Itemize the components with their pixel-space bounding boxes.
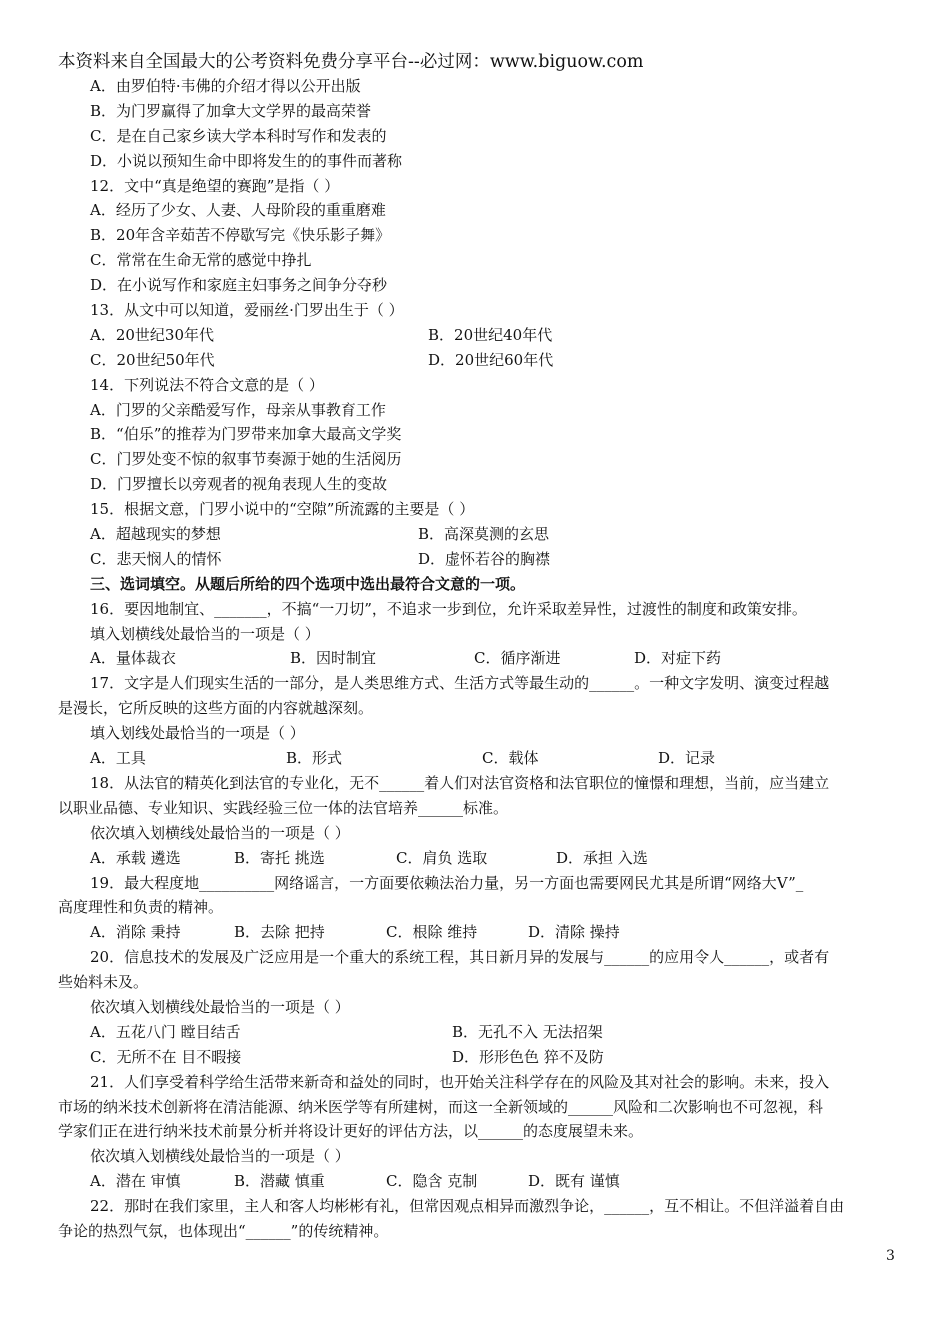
q14-option-b: B．“伯乐”的推荐为门罗带来加拿大最高文学奖 [90, 425, 402, 444]
q12-stem: 12．文中“真是绝望的赛跑”是指（ ） [90, 176, 340, 195]
q19-option-d: D．清除 操持 [528, 923, 620, 942]
q20-options-row2 [58, 1045, 894, 1070]
q20-stem-line1: 20．信息技术的发展及广泛应用是一个重大的系统工程，其日新月异的发展与______的应用令人______，或者有 [90, 948, 830, 967]
q18-option-d: D．承担 入选 [556, 848, 648, 867]
page-header: 本资料来自全国最大的公考资料免费分享平台--必过网：www.biguow.com [58, 52, 644, 72]
q19-option-c: C．根除 维持 [386, 923, 478, 942]
q12-option-b: B．20年含辛茹苦不停歇写完《快乐影子舞》 [90, 226, 391, 245]
q16-option-b: B．因时制宜 [290, 649, 377, 668]
q18-option-b: B．寄托 挑选 [234, 848, 325, 867]
q16-stem: 16．要因地制宜、_______，不搞“一刀切”，不追求一步到位，允许采取差异性，过渡性的制度和政策安排。 [90, 599, 807, 618]
q12-option-c: C．常常在生命无常的感觉中挣扎 [90, 251, 312, 270]
q21-options [58, 1169, 894, 1194]
q19-options [58, 920, 894, 945]
q11-option-b: B．为门罗赢得了加拿大文学界的最高荣誉 [90, 101, 372, 120]
q13-stem: 13．从文中可以知道，爱丽丝·门罗出生于（ ） [90, 301, 404, 320]
q21-stem-line1: 21．人们享受着科学给生活带来新奇和益处的同时，也开始关注科学存在的风险及其对社会的影响。未来，投入 [90, 1072, 830, 1091]
page-number: 3 [886, 1248, 895, 1264]
q15-options-row1 [58, 522, 894, 547]
q21-stem-line2: 市场的纳米技术创新将在清洁能源、纳米医学等有所建树，而这一全新领域的______风险和二次影响也不可忽视，科 [58, 1097, 824, 1116]
q20-option-c: C．无所不在 目不暇接 [90, 1047, 242, 1066]
q13-option-d: D．20世纪60年代 [428, 350, 554, 369]
q18-stem-line1: 18．从法官的精英化到法官的专业化，无不______着人们对法官资格和法官职位的憧憬和理想，当前，应当建立 [90, 773, 830, 792]
q13-option-a: A．20世纪30年代 [90, 325, 215, 344]
q20-option-b: B．无孔不入 无法招架 [452, 1022, 603, 1041]
q20-option-d: D．形形色色 猝不及防 [452, 1047, 604, 1066]
q20-options-row1 [58, 1020, 894, 1045]
q17-options [58, 746, 894, 771]
q21-stem-line3: 学家们正在进行纳米技术前景分析并将设计更好的评估方法，以______的态度展望未来。 [58, 1122, 644, 1141]
q18-stem-line2: 以职业品德、专业知识、实践经验三位一体的法官培养______标准。 [58, 798, 509, 817]
q16-option-d: D．对症下药 [634, 649, 722, 668]
q14-stem: 14．下列说法不符合文意的是（ ） [90, 375, 324, 394]
q17-option-c: C．载体 [482, 749, 539, 768]
q16-option-c: C．循序渐进 [474, 649, 561, 668]
q21-option-d: D．既有 谨慎 [528, 1172, 620, 1191]
q16-prompt: 填入划横线处最恰当的一项是（ ） [90, 624, 320, 643]
q15-stem: 15．根据文意，门罗小说中的“空隙”所流露的主要是（ ） [90, 500, 475, 519]
q16-options [58, 646, 894, 671]
q17-prompt: 填入划线处最恰当的一项是（ ） [90, 724, 305, 743]
q18-prompt: 依次填入划横线处最恰当的一项是（ ） [90, 823, 350, 842]
q21-option-b: B．潜藏 慎重 [234, 1172, 325, 1191]
q11-option-d: D．小说以预知生命中即将发生的的事件而著称 [90, 151, 403, 170]
q22-stem-line2: 争论的热烈气氛，也体现出“______”的传统精神。 [58, 1221, 389, 1240]
q21-prompt: 依次填入划横线处最恰当的一项是（ ） [90, 1147, 350, 1166]
q15-option-c: C．悲天悯人的情怀 [90, 549, 222, 568]
q17-option-b: B．形式 [286, 749, 343, 768]
q19-option-a: A．消除 秉持 [90, 923, 181, 942]
q15-options-row2 [58, 547, 894, 572]
q15-option-d: D．虚怀若谷的胸襟 [418, 549, 551, 568]
q16-option-a: A．量体裁衣 [90, 649, 176, 668]
q11-option-c: C．是在自己家乡读大学本科时写作和发表的 [90, 126, 387, 145]
q11-option-a: A．由罗伯特·韦佛的介绍才得以公开出版 [90, 77, 361, 95]
q20-prompt: 依次填入划横线处最恰当的一项是（ ） [90, 997, 350, 1016]
q18-options [58, 846, 894, 871]
q13-options-row2 [58, 348, 894, 373]
q22-stem-line1: 22．那时在我们家里，主人和客人均彬彬有礼，但常因观点相异而激烈争论，______，互不相让。不但洋溢着自由 [90, 1197, 845, 1216]
q20-option-a: A．五花八门 瞠目结舌 [90, 1022, 241, 1041]
q17-option-a: A．工具 [90, 749, 146, 768]
q15-option-a: A．超越现实的梦想 [90, 525, 221, 544]
q13-options-row1 [58, 323, 894, 348]
q14-option-d: D．门罗擅长以旁观者的视角表现人生的变故 [90, 475, 388, 494]
q15-option-b: B．高深莫测的玄思 [418, 525, 550, 544]
q13-option-c: C．20世纪50年代 [90, 350, 215, 369]
section-3-heading: 三、选词填空。从题后所给的四个选项中选出最符合文意的一项。 [90, 574, 526, 593]
q13-option-b: B．20世纪40年代 [428, 325, 553, 344]
q18-option-a: A．承载 遴选 [90, 848, 181, 867]
document-body [58, 74, 894, 1244]
q19-stem-line1: 19．最大程度地__________网络谣言，一方面要依赖法治力量，另一方面也需要网民尤其是所谓“网络大V”_ [90, 873, 804, 892]
q19-stem-line2: 高度理性和负责的精神。 [58, 898, 224, 917]
q21-option-a: A．潜在 审慎 [90, 1172, 181, 1191]
q17-option-d: D．记录 [658, 749, 716, 768]
q17-stem-line1: 17．文字是人们现实生活的一部分，是人类思维方式、生活方式等最生动的______。一种文字发明、演变过程越 [90, 674, 830, 693]
q14-option-c: C．门罗处变不惊的叙事节奏源于她的生活阅历 [90, 450, 402, 469]
q12-option-d: D．在小说写作和家庭主妇事务之间争分夺秒 [90, 276, 388, 295]
q18-option-c: C．肩负 选取 [396, 848, 488, 867]
q17-stem-line2: 是漫长，它所反映的这些方面的内容就越深刻。 [58, 699, 374, 718]
q20-stem-line2: 些始料未及。 [58, 973, 149, 992]
q12-option-a: A．经历了少女、人妻、人母阶段的重重磨难 [90, 201, 386, 220]
q19-option-b: B．去除 把持 [234, 923, 325, 942]
q14-option-a: A．门罗的父亲酷爱写作，母亲从事教育工作 [90, 400, 386, 419]
q21-option-c: C．隐含 克制 [386, 1172, 478, 1191]
